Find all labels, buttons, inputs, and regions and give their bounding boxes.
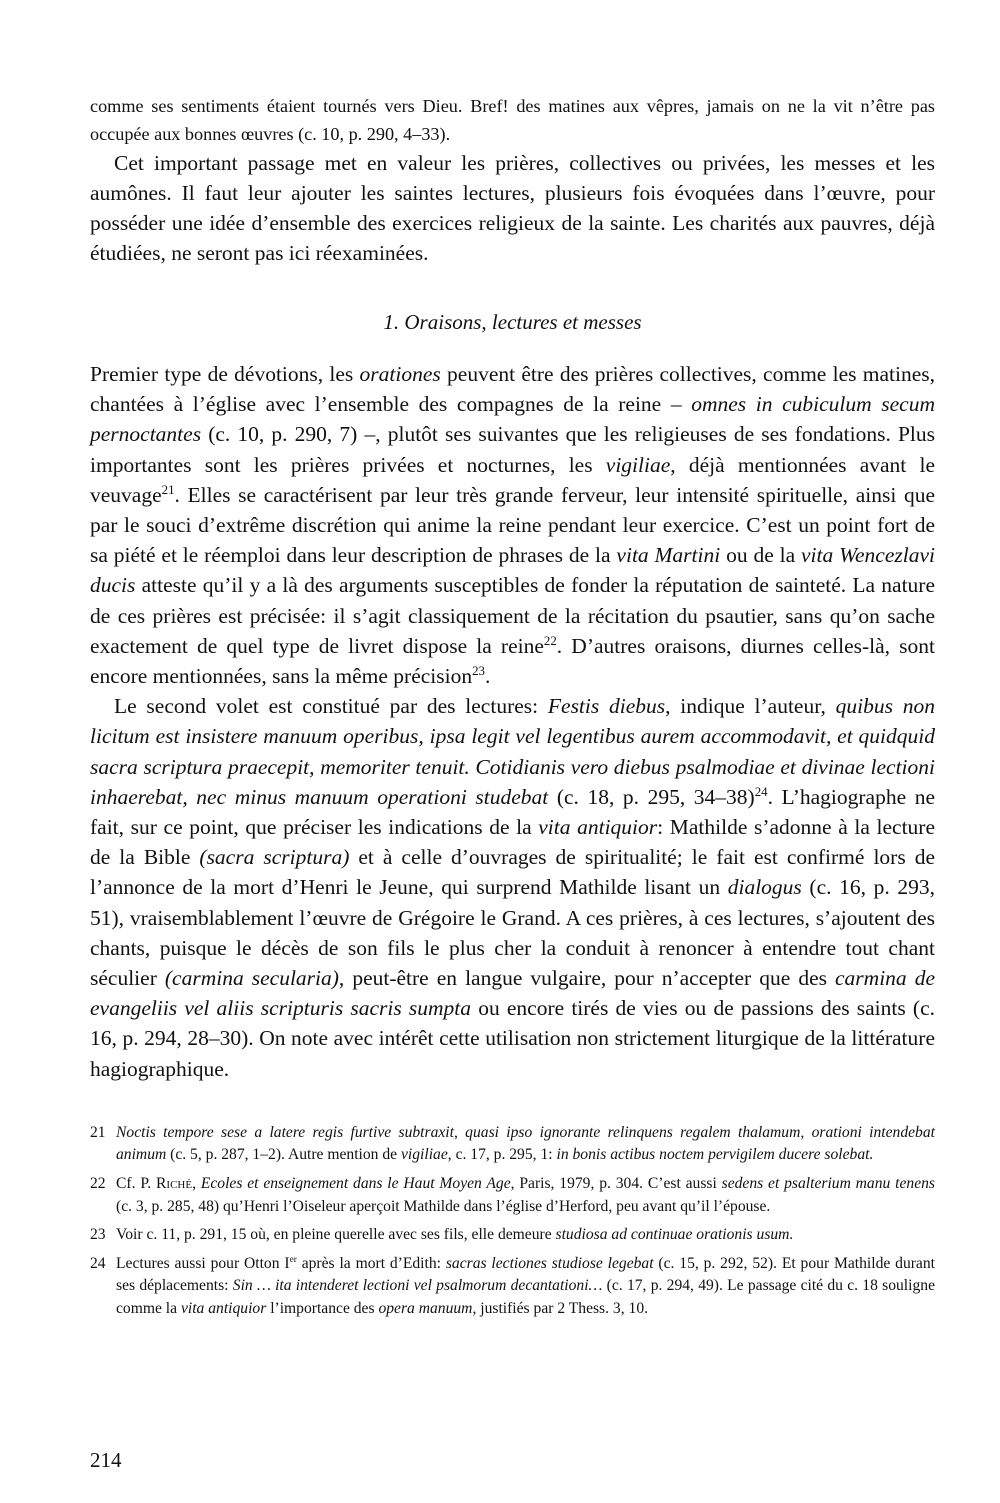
- italic-text: vita antiquior: [538, 815, 658, 840]
- text-run: ou de la: [720, 543, 801, 568]
- text-run: (c. 18, p. 295, 34–38): [548, 784, 755, 809]
- intro-block: [90, 92, 935, 268]
- italic-text: (sacra scriptura): [199, 845, 350, 870]
- italic-text: Sin … ita intenderet lectioni vel psalmorum decantationi…: [232, 1277, 603, 1295]
- text-run: ou encore tirés de vies ou de passions des saints (c. 16, p. 294, 28–30). On note avec intérêt cette utilisation non strictement liturgique de la littérature hagiographique.: [90, 996, 935, 1081]
- text-run: Riché: [156, 1175, 193, 1193]
- text-run: comme ses sentiments étaient tournés vers Dieu. Bref! des matines aux vêpres, jamais on ne la vit n’être pas occupée aux bonnes œuvres (c. 10, p. 290, 4–33).: [90, 96, 935, 144]
- text-run: Cet important passage met en valeur les prières, collectives ou privées, les messes et les aumônes. Il faut leur ajouter les saintes lectures, plusieurs fois évoquées dans l’œuvre, pour posséder une idée d’ensemble des exercices religieux de la sainte. Les charités aux pauvres, déjà étudiées, ne seront pas ici réexaminées.: [90, 151, 935, 265]
- footnote-ref: er: [289, 1254, 297, 1265]
- text-run: . Elles se caractérisent par leur très grande ferveur, leur intensité spirituelle, ainsi que par le souci d’extrême discrétion qui anime la reine pendant leur exercice. C’est un point fort de sa piété et le réemploi dans leur description de phrases de la: [90, 482, 935, 568]
- italic-text: (carmina secularia): [164, 966, 339, 991]
- intro-paragraph-1: [90, 92, 935, 148]
- italic-text: vigiliae: [400, 1146, 448, 1164]
- text-run: . D’autres oraisons, diurnes celles-là, sont encore mentionnées, sans la même précision: [90, 633, 936, 689]
- footnote-text: [116, 1253, 935, 1321]
- italic-text: quibus non licitum est insistere manuum operibus, ipsa legit vel legentibus aurem accommodavit, et quidquid sacra scriptura praecepit, memoriter tenuit. Cotidianis vero diebus psalmodiae et divinae lectioni inhaerebat, nec minus manuum operationi studebat: [90, 694, 936, 809]
- body-paragraph-1: [90, 359, 935, 691]
- italic-text: dialogus: [727, 875, 802, 900]
- italic-text: Noctis tempore sese a latere regis furtive subtraxit, quasi ipso ignorante relinquens regalem thalamum, orationi intendebat animum: [116, 1123, 935, 1164]
- footnote-21: [90, 1122, 935, 1167]
- italic-text: Ecoles et enseignement dans le Haut Moyen Age: [200, 1175, 511, 1193]
- footnote-23: [90, 1224, 935, 1247]
- text-run: . L’hagiographe ne fait, sur ce point, que préciser les indications de la: [90, 784, 935, 840]
- footnote-number: 21: [90, 1123, 106, 1141]
- italic-text: vita Wencezlavi ducis: [90, 543, 935, 598]
- footnote-text: [116, 1224, 935, 1247]
- text-run: ,: [192, 1175, 201, 1193]
- footnote-ref: 23: [472, 663, 485, 678]
- text-run: (c. 17, p. 294, 49). Le passage cité du c. 18 souligne comme la: [116, 1277, 935, 1318]
- page-content: [90, 92, 935, 1327]
- footnote-text: [116, 1122, 935, 1167]
- text-run: Lectures aussi pour Otton I: [116, 1254, 290, 1272]
- text-run: (c. 3, p. 285, 48) qu’Henri l’Oiseleur aperçoit Mathilde dans l’église d’Herford, peu avant qu’il l’épouse.: [116, 1197, 771, 1215]
- text-run: , Paris, 1979, p. 304. C’est aussi: [510, 1175, 722, 1193]
- text-run: et à celle d’ouvrages de spiritualité; le fait est confirmé lors de l’annonce de la mort d’Henri le Jeune, qui surprend Mathilde lisant un: [90, 845, 935, 900]
- text-run: Cf. P.: [116, 1175, 157, 1193]
- footnote-ref: 24: [754, 784, 768, 799]
- text-run: , déjà mentionnées avant le veuvage: [90, 452, 935, 507]
- footnote-ref: 21: [161, 482, 175, 497]
- footnote-ref: 22: [543, 633, 557, 648]
- footnote-text: [116, 1173, 935, 1218]
- text-run: .: [484, 664, 491, 689]
- text-run: , indique l’auteur,: [665, 694, 836, 719]
- text-run: (c. 5, p. 287, 1–2). Autre mention de: [166, 1146, 401, 1164]
- italic-text: orationes: [359, 362, 441, 386]
- italic-text: vita Martini: [616, 543, 721, 568]
- text-run: après la mort d’Edith:: [296, 1254, 446, 1272]
- text-run: , justifiés par 2 Thess. 3, 10.: [472, 1300, 649, 1318]
- text-run: (c. 15, p. 292, 52). Et pour Mathilde durant ses déplacements:: [116, 1254, 935, 1295]
- text-run: , peut-être en langue vulgaire, pour n’accepter que des: [338, 966, 836, 991]
- italic-text: opera manuum: [378, 1300, 473, 1318]
- footnote-22: [90, 1173, 935, 1218]
- italic-text: in bonis actibus noctem pervigilem ducere solebat.: [556, 1146, 874, 1164]
- italic-text: sedens et psalterium manu tenens: [721, 1175, 935, 1193]
- italic-text: sacras lectiones studiose legebat: [445, 1254, 654, 1272]
- text-run: Premier type de dévotions, les: [90, 362, 360, 386]
- page-number: 214: [90, 1448, 122, 1472]
- footnote-number: 23: [90, 1226, 106, 1244]
- body-paragraph-2: [90, 691, 935, 1084]
- italic-text: carmina de evangeliis vel aliis scripturis sacris sumpta: [90, 966, 935, 1021]
- text-run: peuvent être des prières collectives, comme les matines, chantées à l’église avec l’ensemble des compagnes de la reine –: [90, 362, 935, 417]
- italic-text: vita antiquior: [180, 1300, 267, 1318]
- text-run: (c. 16, p. 293, 51), vraisemblablement l’œuvre de Grégoire le Grand. A ces prières, à ces lectures, s’ajoutent des chants, puisque le décès de son fils le plus cher la conduit à renoncer à entendre tout chant séculier: [90, 875, 935, 991]
- text-run: Le second volet est constitué par des lectures:: [114, 694, 548, 719]
- footnotes: [90, 1122, 935, 1321]
- text-run: , c. 17, p. 295, 1:: [447, 1146, 557, 1164]
- text-run: Voir c. 11, p. 291, 15 où, en pleine querelle avec ses fils, elle demeure: [116, 1226, 556, 1244]
- body-block: [90, 359, 935, 1084]
- intro-paragraph-2: [90, 148, 935, 268]
- section-heading: 1. Oraisons, lectures et messes: [383, 310, 642, 334]
- italic-text: vigiliae: [605, 452, 671, 477]
- text-run: (c. 10, p. 290, 7) –, plutôt ses suivantes que les religieuses de ses fondations. Plus importantes sont les prières privées et nocturnes, les: [90, 422, 935, 477]
- footnote-number: 22: [90, 1175, 106, 1193]
- italic-text: studiosa ad continuae orationis usum.: [555, 1226, 794, 1244]
- text-run: atteste qu’il y a là des arguments susceptibles de fonder la réputation de sainteté. La nature de ces prières est précisée: il s’agit classiquement de la récitation du psautier, sans qu’on sache exactement de quel type de livret dispose la reine: [90, 573, 935, 658]
- text-run: l’importance des: [266, 1300, 379, 1318]
- italic-text: Festis diebus: [547, 694, 666, 719]
- footnote-24: [90, 1253, 935, 1321]
- text-run: : Mathilde s’adonne à la lecture de la Bible: [90, 815, 935, 870]
- italic-text: omnes in cubiculum secum pernoctantes: [90, 392, 935, 447]
- footnote-number: 24: [90, 1254, 106, 1272]
